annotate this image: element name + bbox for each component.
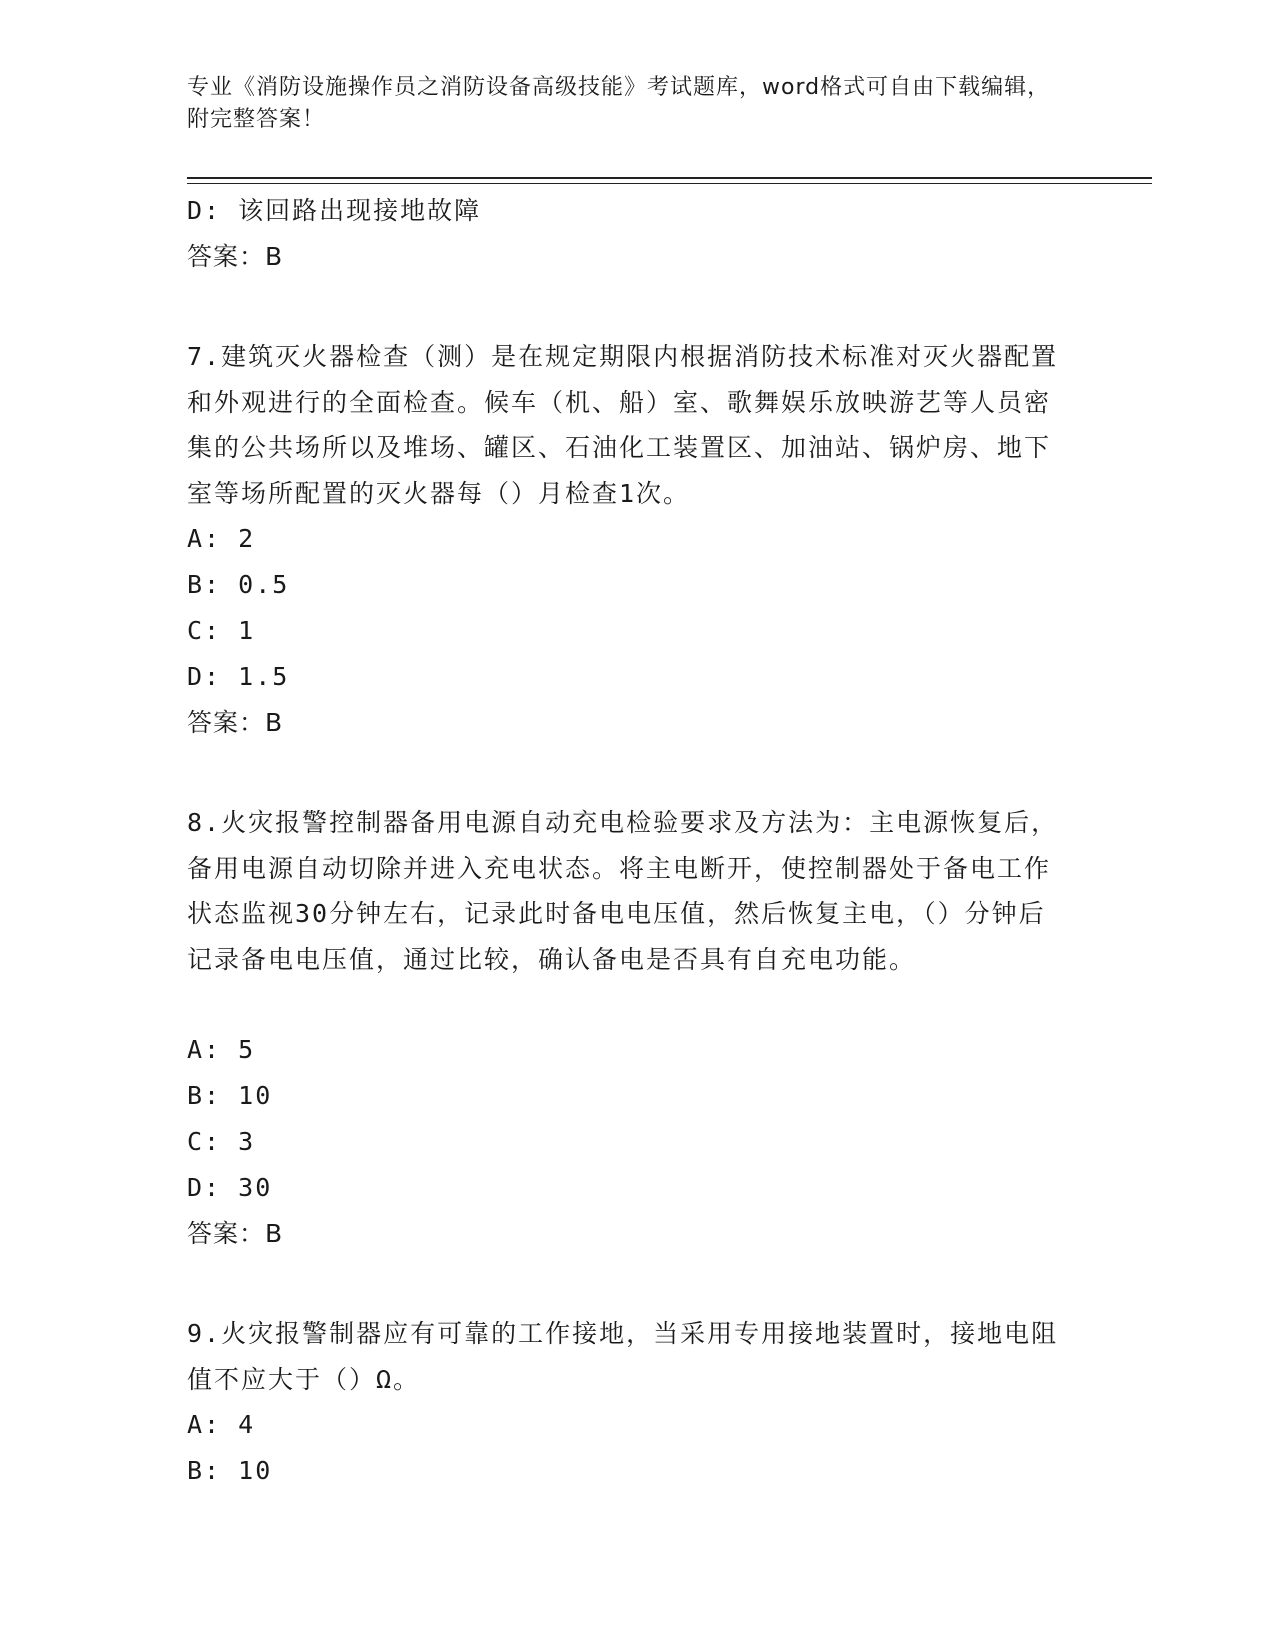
question-9-option-a: A: 4	[187, 1410, 256, 1439]
question-7-option-d: D: 1.5	[187, 662, 290, 691]
question-8-stem: 8.火灾报警控制器备用电源自动充电检验要求及方法为：主电源恢复后，备用电源自动切除并进入充电状态。将主电断开，使控制器处于备电工作状态监视30分钟左右，记录此时备电电压值，然后恢复主电，（）分钟后记录备电电压值，通过比较，确认备电是否具有自充电功能。	[187, 808, 1059, 974]
question-7-stem: 7.建筑灭火器检查（测）是在规定期限内根据消防技术标准对灭火器配置和外观进行的全面检查。候车（机、船）室、歌舞娱乐放映游艺等人员密集的公共场所以及堆场、罐区、石油化工装置区、加油站、锅炉房、地下室等场所配置的灭火器每（）月检查1次。	[187, 342, 1059, 508]
question-7-answer: 答案：B	[187, 708, 284, 737]
question-8-option-d: D: 30	[187, 1173, 273, 1202]
answer-line: 答案：B	[187, 242, 284, 271]
question-7-option-b: B: 0.5	[187, 570, 290, 599]
spacer	[187, 746, 1067, 800]
question-7-option-a: A: 2	[187, 524, 256, 553]
header-rule-thick	[187, 177, 1152, 179]
page-header: 专业《消防设施操作员之消防设备高级技能》考试题库，word格式可自由下载编辑，附完整答案！	[187, 75, 1051, 132]
question-8-answer: 答案：B	[187, 1219, 284, 1248]
question-9-option-b: B: 10	[187, 1456, 273, 1485]
question-content	[187, 188, 1067, 1494]
question-8-option-c: C: 3	[187, 1127, 256, 1156]
option-d: D: 该回路出现接地故障	[187, 196, 482, 225]
spacer	[187, 1257, 1067, 1311]
question-9-stem: 9.火灾报警制器应有可靠的工作接地，当采用专用接地装置时，接地电阻值不应大于（）Ω。	[187, 1319, 1059, 1394]
spacer	[187, 280, 1067, 334]
question-8-option-a: A: 5	[187, 1035, 256, 1064]
question-8-option-b: B: 10	[187, 1081, 273, 1110]
header-rule-thin	[187, 183, 1152, 184]
question-7-option-c: C: 1	[187, 616, 256, 645]
